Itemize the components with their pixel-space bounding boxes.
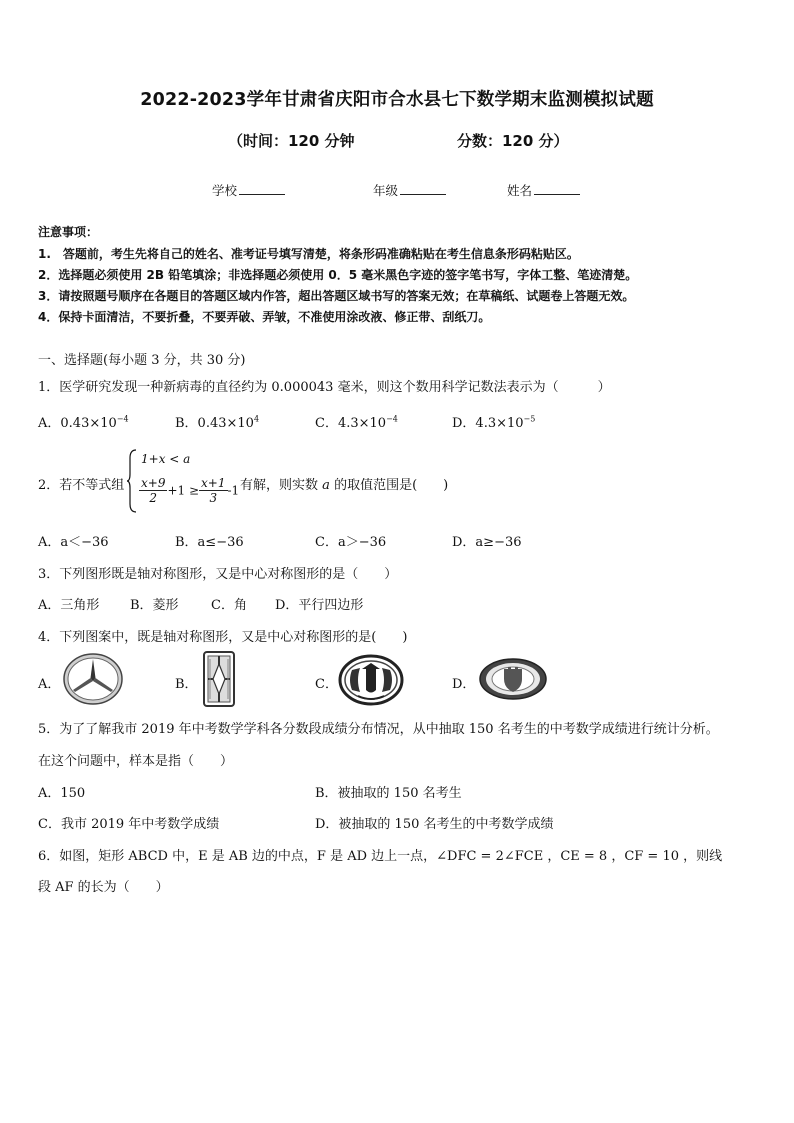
- q4-option-c: C．: [315, 677, 338, 692]
- name-field: [507, 181, 580, 199]
- page-title: 2022-2023学年甘肃省庆阳市合水县七下数学期末监测模拟试题: [140, 90, 654, 110]
- q2-option-d: D．a≥−36: [452, 535, 522, 550]
- grade-label: 年级: [373, 183, 399, 198]
- exam-time: （时间：120 分钟: [228, 132, 355, 150]
- fraction-1: $\frac{x+9}{2}$: [141, 476, 166, 505]
- q1-option-b: B．$0.43\times 10^4$: [175, 414, 260, 431]
- grade-field: [373, 181, 446, 199]
- school-blank: [239, 183, 285, 195]
- q3-option-c: C．角: [211, 598, 247, 613]
- note-item: 2．选择题必须使用 2B 铅笔填涂；非选择题必须使用 0．5 毫米黑色字迹的签字笔书写，字体工整、笔迹清楚。: [38, 268, 638, 282]
- brilliance-logo-icon: [338, 654, 404, 706]
- brace-icon: [126, 448, 138, 514]
- name-label: 姓名: [507, 183, 533, 198]
- q5-option-c: C．我市 2019 年中考数学成绩: [38, 817, 220, 832]
- inequality-1: 1+x < a: [141, 452, 191, 466]
- section-title: 一、选择题(每小题 3 分，共 30 分): [38, 353, 246, 368]
- question-2-prefix: 2．若不等式组: [38, 478, 125, 493]
- q4-option-d: D．: [452, 677, 476, 692]
- q2-option-a: A．a＜−36: [38, 535, 109, 550]
- q3-option-b: B．菱形: [130, 598, 179, 613]
- fraction-2: $\frac{x+1}{3}$: [201, 476, 226, 505]
- question-6-stem-1: 6．如图，矩形 ABCD 中，E 是 AB 边的中点，F 是 AD 边上一点，∠DFC = 2∠FCE ，CE = 8 ，CF = 10 ，则线: [38, 849, 723, 864]
- school-label: 学校: [212, 183, 238, 198]
- q3-option-a: A．三角形: [38, 598, 100, 613]
- question-3-stem: 3．下列图形既是轴对称图形，又是中心对称图形的是（ ）: [38, 567, 398, 582]
- q2-option-c: C．a＞−36: [315, 535, 387, 550]
- question-5-stem-1: 5．为了了解我市 2019 年中考数学学科各分数段成绩分布情况，从中抽取 150 名考生的中考数学成绩进行统计分析。: [38, 722, 719, 737]
- question-5-stem-2: 在这个问题中，样本是指（ ）: [38, 754, 234, 769]
- note-item: 3．请按照题号顺序在各题目的答题区域内作答，超出答题区域书写的答案无效；在草稿纸、试题卷上答题无效。: [38, 289, 635, 303]
- question-1-stem: 1．医学研究发现一种新病毒的直径约为 0.000043 毫米，则这个数用科学记数法表示为（ ）: [38, 380, 611, 395]
- question-6-stem-2: 段 AF 的长为（ ）: [38, 880, 169, 895]
- q1-option-a: A．$0.43\times 10^{-4}$: [38, 414, 129, 431]
- q5-option-d: D．被抽取的 150 名考生的中考数学成绩: [315, 817, 554, 832]
- q2-option-b: B．a≤−36: [175, 535, 244, 550]
- q4-option-a: A．: [38, 677, 61, 692]
- grade-blank: [400, 183, 446, 195]
- question-2-suffix: 有解，则实数 a 的取值范围是( ): [240, 478, 449, 493]
- q5-option-b: B．被抽取的 150 名考生: [315, 786, 462, 801]
- mercedes-logo-icon: [62, 652, 124, 706]
- q1-option-c: C．$4.3\times 10^{-4}$: [315, 414, 398, 431]
- lincoln-logo-icon: [200, 650, 238, 708]
- q3-option-d: D．平行四边形: [275, 598, 364, 613]
- name-blank: [534, 183, 580, 195]
- question-4-stem: 4．下列图案中，既是轴对称图形，又是中心对称图形的是( ): [38, 630, 408, 645]
- q4-option-b: B．: [175, 677, 198, 692]
- note-item: 1. 答题前，考生先将自己的姓名、准考证号填写清楚，将条形码准确粘贴在考生信息条形码粘贴区。: [38, 247, 579, 261]
- q1-option-d: D．$4.3\times 10^{-5}$: [452, 414, 536, 431]
- notes-title: 注意事项：: [38, 225, 99, 239]
- great-wall-logo-icon: [478, 657, 548, 701]
- note-item: 4．保持卡面清洁，不要折叠，不要弄破、弄皱，不准使用涂改液、修正带、刮纸刀。: [38, 310, 491, 324]
- exam-score: 分数：120 分）: [457, 132, 569, 150]
- q5-option-a: A．150: [38, 786, 86, 801]
- school-field: [212, 181, 285, 199]
- inequality-2: $\frac{x+9}{2}$ +1 ≥ $\frac{x+1}{3}$ -1: [141, 476, 240, 505]
